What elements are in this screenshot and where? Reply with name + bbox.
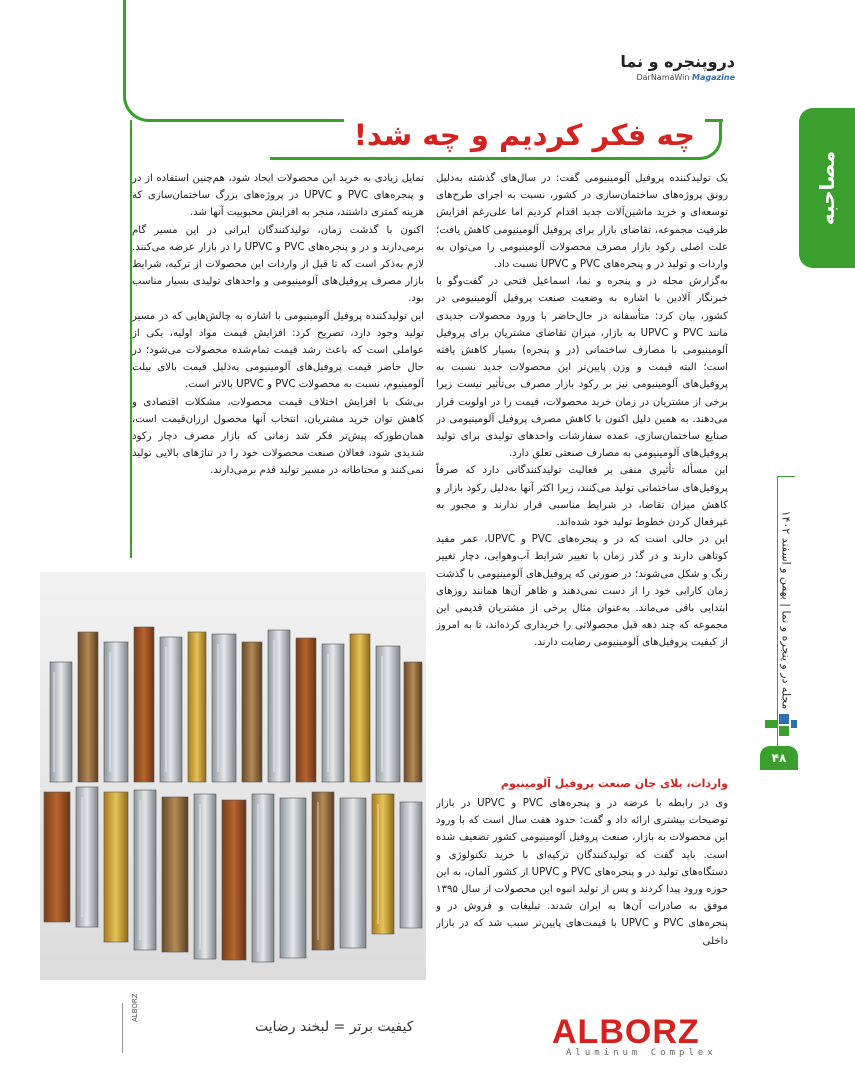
brand-wordmark: ALBORZ: [552, 1013, 700, 1051]
sidebar-rule: [777, 476, 778, 746]
paragraph: این تولیدکننده پروفیل آلومینیومی با اشاره به چالش‌هایی که در مسیر تولید وجود دارد، تصریح کرد: افزایش قیمت مواد اولیه، یکی از عواملی است که باعث رشد قیمت تمام‌شده محصولات می‌شود؛ در حال حاضر قیمت پروفیل‌های آلومینیومی به‌دلیل قیمت بالای بیلت آلومینیوم، نسبت به محصولات PVC و UPVC بالاتر است.: [132, 310, 424, 391]
article-column-right: [436, 170, 728, 780]
aluminum-profiles-photo: [40, 572, 426, 980]
paragraph: به‌گزارش مجله در و پنجره و نما، اسماعیل فتحی در گفت‌وگو با خبرنگار آلادین با اشاره به وضعیت صنعت پروفیل آلومینیومی در کشور، بیان کرد: متأسفانه در حال‌حاضر با ورود محصولات جدیدی مانند PVC و UPVC به بازار، میزان تقاضای مشتریان برای پروفیل آلومینیومی با مصارف ساختمانی (در و پنجره) بسیار کاهش یافته است؛ البته قیمت و وزن پایین‌تر این محصولات جدید نسبت به پروفیل‌های آلومینیومی نیز بر رکود بازار مصرف بی‌تأثیر نیست زیرا برخی از مشتریان در زمان خرید محصولات، قیمت را در اولویت قرار می‌دهند. به همین دلیل اکنون با کاهش مصرف پروفیل آلومینیومی در صنایع ساختمان‌سازی، عمده سفارشات واحدهای تولیدی برای تولید پروفیل‌های آلومینیومی به مصارف صنعتی تعلق دارد.: [436, 276, 728, 460]
masthead-logo-magazine: Magazine: [691, 73, 735, 82]
section-tab: [799, 108, 855, 268]
paragraph: این در حالی است که در و پنجره‌های PVC و UPVC، عمر مفید کوتاهی دارند و در گذر زمان با تغییر شرایط آب‌وهوایی، دچار تغییر رنگ و شکل می‌شوند؛ در صورتی که پروفیل‌های آلومینیومی با گذشت زمان کارایی خود را از دست نمی‌دهند و ظاهر آن‌ها همانند روزهای ابتدایی باقی می‌ماند. به‌عنوان مثال برخی از مشتریان قدیمی این مجموعه که چند دهه قبل محصولاتی را خریداری کرده‌اند، تا به امروز از کیفیت پروفیل‌های آلومینیومی رضایت دارند.: [436, 534, 728, 649]
article-column-right-lower: [436, 795, 728, 985]
section-label: مصاحبه: [815, 150, 839, 226]
magazine-issue-line: مجله در و پنجره و نما | بهمن و اسفند ۱۴۰۲: [779, 510, 793, 710]
masthead-logo-name: DarNamaWin: [636, 73, 690, 82]
magazine-logo-icon: [763, 712, 799, 738]
article-column-left: [132, 170, 424, 562]
sidebar-rule-cap: [777, 476, 795, 477]
paragraph: تمایل زیادی به خرید این محصولات ایجاد شود، هم‌چنین استفاده از در و پنجره‌های PVC و UPVC در پروژه‌های بزرگ ساختمان‌سازی که هزینه کمتری داشتند، منجر به افزایش محبوبیت آنها شد.: [132, 173, 424, 219]
paragraph: این مسأله تأثیری منفی بر فعالیت تولیدکنندگانی دارد که صرفاً پروفیل‌های ساختمانی تولید می‌کنند، زیرا اکثر آنها به‌دلیل رکود بازار و کاهش میزان تقاضا، در شرایط مناسبی قرار ندارند و مجبور به غیرفعال کردن خطوط تولید خود شده‌اند.: [436, 465, 728, 529]
paragraph: یک تولیدکننده پروفیل آلومینیومی گفت: در سال‌های گذشته به‌دلیل رونق پروژه‌های ساختمان‌سازی در کشور، نسبت به اجرای طرح‌های توسعه‌ای و خرید ماشین‌آلات جدید اقدام کردیم اما علی‌رغم افزایش ظرفیت مجموعه، تقاضای بازار برای پروفیل آلومینیومی کاهش یافت؛ علت اصلی رکود بازار مصرف محصولات آلومینیومی را می‌توان به واردات و تولید در و پنجره‌های PVC و UPVC نسبت داد.: [436, 173, 728, 271]
footer-slogan: کیفیت برتر = لبخند رضایت: [255, 1019, 414, 1035]
paragraph: اکنون با گذشت زمان، تولیدکنندگان ایرانی در این مسیر گام برمی‌دارند و در و پنجره‌های PVC و UPVC را در بازار عرضه می‌کنند. لازم به‌ذکر است که تا قبل از واردات این محصولات از ترکیه، شرایط بازار مصرف پروفیل‌های آلومینیومی و واحدهای تولیدی بسیار مناسب بود.: [132, 224, 424, 305]
magazine-masthead: [620, 52, 735, 82]
footer-vertical-tag: ALBORZ: [131, 993, 139, 1022]
brand-subtitle: Aluminum Complex: [566, 1048, 717, 1058]
section-subhead: واردات، بلای جان صنعت پروفیل آلومینیوم: [500, 777, 728, 790]
article-title: چه فکر کردیم و چه شد!: [344, 118, 705, 152]
page-number: ۴۸: [760, 746, 798, 770]
paragraph: بی‌شک با افزایش اختلاف قیمت محصولات، مشکلات اقتصادی و کاهش توان خرید مشتریان، انتخاب آنها محصول ارزان‌قیمت است، همان‌طورکه پیش‌تر فکر شد زمانی که بازار مصرف دچار رکود شدیدی شود، فعالان صنعت محصولات خود را در تناژهای بالایی تولید نمی‌کنند و محتاطانه در مسیر تولید قدم برمی‌دارند.: [132, 396, 424, 477]
footer-divider: [122, 1003, 123, 1053]
masthead-logo-fa: دروپنجره و نما: [620, 52, 735, 71]
masthead-logo-en: [620, 73, 735, 82]
paragraph: وی در رابطه با عرضه در و پنجره‌های PVC و UPVC در بازار توضیحات بیشتری ارائه داد و گفت: حدود هفت سال است که با ورود این محصولات به بازار، صنعت پروفیل آلومینیومی کشور تضعیف شده است. باید گفت که تولیدکنندگان ترکیه‌ای با خرید تکنولوژی و دستگاه‌های تولید در و پنجره‌های PVC و UPVC از کشور آلمان، به این حوزه ورود پیدا کردند و پس از تولید انبوه این محصولات از سال ۱۳۹۵ موفق به صادرات آن‌ها به ایران شدند. تبلیغات و فروش در و پنجره‌های PVC و UPVC با قیمت‌های پایین‌تر سبب شد که در بازار داخلی: [436, 798, 728, 947]
